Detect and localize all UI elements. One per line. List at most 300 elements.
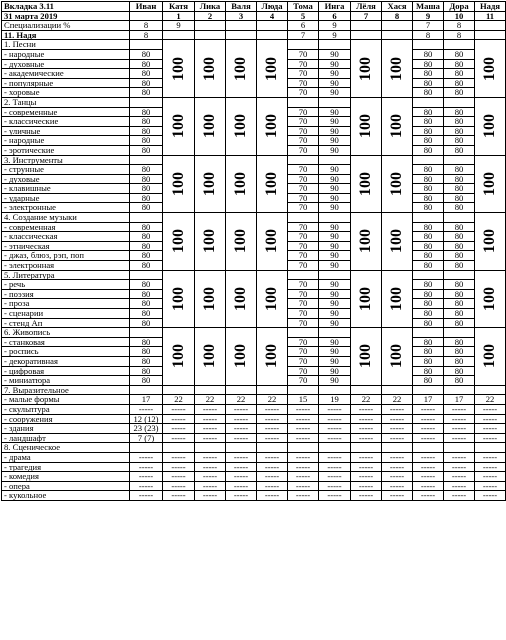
score-100-cell (226, 213, 257, 271)
empty-cell (226, 443, 257, 453)
score-100-cell (351, 97, 382, 155)
person-name: Лёля (351, 2, 382, 12)
empty-cell (288, 385, 319, 395)
inga-score: 90 (319, 241, 351, 251)
score-100-text: 100 (357, 344, 374, 369)
score-cell: ----- (288, 491, 319, 501)
empty-cell (130, 328, 163, 338)
score-100-text: 100 (201, 229, 218, 254)
score-cell: ----- (444, 491, 475, 501)
score-cell: ----- (163, 452, 195, 462)
toma-score: 70 (288, 69, 319, 79)
score-100-cell (257, 97, 288, 155)
score-100-text: 100 (169, 229, 187, 254)
section-title: 1. Песни (2, 40, 130, 50)
score-cell: ----- (444, 452, 475, 462)
dora-score: 80 (444, 88, 475, 98)
score-cell: ----- (351, 481, 382, 491)
score-cell: ----- (130, 404, 163, 414)
skill-name: - декоративная (2, 356, 130, 366)
dora-score: 80 (444, 376, 475, 386)
score-100-cell (257, 270, 288, 328)
section-title-row (2, 155, 506, 165)
score-cell: ----- (163, 491, 195, 501)
dora-score: 80 (444, 193, 475, 203)
score-100-cell (226, 97, 257, 155)
skill-name: - этническая (2, 241, 130, 251)
inga-score: 90 (319, 309, 351, 319)
skill-name: - роспись (2, 347, 130, 357)
empty-cell (130, 155, 163, 165)
score-100-text: 100 (357, 229, 374, 254)
score-cell: 12 (12) (130, 414, 163, 424)
empty-cell (444, 213, 475, 223)
person-number: 7 (351, 11, 382, 21)
skill-name: - малые формы (2, 395, 130, 405)
spec-value (351, 21, 382, 31)
score-cell: 15 (288, 395, 319, 405)
score-cell: ----- (257, 414, 288, 424)
header-row-numbers (2, 11, 506, 21)
inga-score: 90 (319, 174, 351, 184)
skill-name: - драма (2, 452, 130, 462)
score-cell: ----- (382, 462, 413, 472)
section-title: 7. Выразительное (2, 385, 130, 395)
empty-cell (288, 270, 319, 280)
score-cell: ----- (351, 491, 382, 501)
empty-cell (319, 40, 351, 50)
spec-value: 9 (163, 21, 195, 31)
empty-cell (475, 385, 506, 395)
score-100-cell (257, 40, 288, 98)
inga-score: 90 (319, 232, 351, 242)
score-cell: ----- (475, 481, 506, 491)
person-name: Надя (475, 2, 506, 12)
score-cell: ----- (163, 424, 195, 434)
score-cell: ----- (382, 481, 413, 491)
empty-cell (413, 97, 444, 107)
skill-row (2, 404, 506, 414)
ivan-score: 80 (130, 184, 163, 194)
person-number: 4 (257, 11, 288, 21)
skill-name: - стенд Ап (2, 318, 130, 328)
score-cell: ----- (288, 472, 319, 482)
score-cell: ----- (226, 433, 257, 443)
score-cell: 22 (226, 395, 257, 405)
score-cell: ----- (475, 462, 506, 472)
ivan-score: 80 (130, 107, 163, 117)
skill-name: - классические (2, 117, 130, 127)
toma-score: 70 (288, 117, 319, 127)
skill-name: - кукольное (2, 491, 130, 501)
skill-row (2, 424, 506, 434)
dora-score: 80 (444, 356, 475, 366)
score-100-text: 100 (232, 56, 249, 81)
score-cell: ----- (130, 462, 163, 472)
ivan-score: 80 (130, 222, 163, 232)
empty-cell (444, 443, 475, 453)
score-cell: ----- (444, 433, 475, 443)
skill-name: - сооружения (2, 414, 130, 424)
score-cell: ----- (413, 414, 444, 424)
score-100-cell (226, 155, 257, 213)
score-cell: 23 (23) (130, 424, 163, 434)
inga-score: 90 (319, 59, 351, 69)
score-100-text: 100 (263, 171, 280, 196)
score-cell: ----- (319, 462, 351, 472)
masha-score: 80 (413, 347, 444, 357)
score-cell: ----- (195, 414, 226, 424)
score-cell: ----- (226, 481, 257, 491)
spec-value: 8 (444, 21, 475, 31)
nadya-value (257, 30, 288, 40)
empty-cell (257, 385, 288, 395)
ivan-score: 80 (130, 261, 163, 271)
dora-score: 80 (444, 59, 475, 69)
ivan-score: 80 (130, 203, 163, 213)
masha-score: 80 (413, 49, 444, 59)
score-cell: ----- (288, 481, 319, 491)
ivan-score: 80 (130, 309, 163, 319)
score-cell: ----- (130, 452, 163, 462)
score-cell: 22 (351, 395, 382, 405)
score-100-text: 100 (481, 56, 498, 81)
toma-score: 70 (288, 49, 319, 59)
ivan-score: 80 (130, 232, 163, 242)
dora-score: 80 (444, 241, 475, 251)
empty-cell (163, 443, 195, 453)
score-100-text: 100 (263, 286, 280, 311)
skill-name: - речь (2, 280, 130, 290)
spec-value: 8 (130, 21, 163, 31)
spec-value: 7 (413, 21, 444, 31)
skill-name: - трагедия (2, 462, 130, 472)
score-cell: ----- (195, 491, 226, 501)
score-100-text: 100 (481, 286, 498, 311)
ivan-score: 80 (130, 241, 163, 251)
masha-score: 80 (413, 289, 444, 299)
score-cell: ----- (475, 491, 506, 501)
empty-cell (319, 270, 351, 280)
inga-score: 90 (319, 184, 351, 194)
masha-score: 80 (413, 174, 444, 184)
skill-name: - электронная (2, 261, 130, 271)
score-cell: ----- (351, 472, 382, 482)
toma-score: 70 (288, 184, 319, 194)
empty-cell (319, 155, 351, 165)
score-100-cell (163, 213, 195, 271)
person-name: Маша (413, 2, 444, 12)
section-title: 6. Живопись (2, 328, 130, 338)
toma-score: 70 (288, 241, 319, 251)
toma-score: 70 (288, 222, 319, 232)
inga-score: 90 (319, 193, 351, 203)
score-100-cell (475, 97, 506, 155)
ivan-score: 80 (130, 145, 163, 155)
score-cell: ----- (195, 404, 226, 414)
score-cell: ----- (351, 433, 382, 443)
ivan-score: 80 (130, 251, 163, 261)
dora-score: 80 (444, 289, 475, 299)
nadya-value: 7 (288, 30, 319, 40)
toma-score: 70 (288, 88, 319, 98)
dora-score: 80 (444, 299, 475, 309)
score-100-text: 100 (201, 171, 218, 196)
inga-score: 90 (319, 318, 351, 328)
toma-score: 70 (288, 174, 319, 184)
empty-cell (444, 328, 475, 338)
skill-name: - цифровая (2, 366, 130, 376)
nadya-value (163, 30, 195, 40)
masha-score: 80 (413, 117, 444, 127)
inga-score: 90 (319, 117, 351, 127)
nadya-value (382, 30, 413, 40)
score-cell: ----- (413, 433, 444, 443)
score-cell: ----- (351, 404, 382, 414)
empty-cell (130, 97, 163, 107)
toma-score: 70 (288, 251, 319, 261)
dora-score: 80 (444, 366, 475, 376)
person-name: Катя (163, 2, 195, 12)
inga-score: 90 (319, 356, 351, 366)
masha-score: 80 (413, 337, 444, 347)
score-100-text: 100 (481, 344, 498, 369)
empty-cell (319, 213, 351, 223)
empty-cell (444, 40, 475, 50)
dora-score: 80 (444, 165, 475, 175)
score-cell: ----- (288, 433, 319, 443)
inga-score: 90 (319, 145, 351, 155)
score-cell: ----- (382, 452, 413, 462)
score-cell: ----- (475, 424, 506, 434)
score-100-cell (257, 213, 288, 271)
score-cell: 19 (319, 395, 351, 405)
score-cell: ----- (413, 424, 444, 434)
inga-score: 90 (319, 165, 351, 175)
score-100-text: 100 (357, 171, 374, 196)
nadya-value: 8 (130, 30, 163, 40)
score-cell: ----- (257, 433, 288, 443)
score-cell: 17 (413, 395, 444, 405)
skill-name: - проза (2, 299, 130, 309)
score-cell: 22 (195, 395, 226, 405)
dora-score: 80 (444, 318, 475, 328)
score-cell: ----- (413, 452, 444, 462)
empty-cell (351, 385, 382, 395)
toma-score: 70 (288, 280, 319, 290)
skill-name: - станковая (2, 337, 130, 347)
masha-score: 80 (413, 232, 444, 242)
skill-row (2, 491, 506, 501)
score-100-text: 100 (357, 286, 374, 311)
section-title-row (2, 97, 506, 107)
score-100-cell (351, 270, 382, 328)
masha-score: 80 (413, 203, 444, 213)
ivan-score: 80 (130, 117, 163, 127)
skill-name: - скульптура (2, 404, 130, 414)
skill-row (2, 452, 506, 462)
score-100-cell (195, 40, 226, 98)
score-cell: ----- (257, 462, 288, 472)
skill-row (2, 433, 506, 443)
section-title-row (2, 443, 506, 453)
score-100-text: 100 (201, 114, 218, 139)
nadya-value: 8 (413, 30, 444, 40)
score-cell: 17 (444, 395, 475, 405)
empty-cell (382, 385, 413, 395)
score-100-text: 100 (201, 344, 218, 369)
score-cell: ----- (413, 462, 444, 472)
inga-score: 90 (319, 376, 351, 386)
inga-score: 90 (319, 107, 351, 117)
empty-cell (444, 97, 475, 107)
dora-score: 80 (444, 203, 475, 213)
toma-score: 70 (288, 309, 319, 319)
score-cell: ----- (444, 404, 475, 414)
empty-cell (413, 270, 444, 280)
ivan-score: 80 (130, 193, 163, 203)
score-cell: ----- (257, 424, 288, 434)
score-100-cell (475, 270, 506, 328)
score-100-text: 100 (263, 344, 280, 369)
dora-score: 80 (444, 309, 475, 319)
empty-cell (382, 443, 413, 453)
skill-row (2, 462, 506, 472)
dora-score: 80 (444, 251, 475, 261)
empty-cell (444, 385, 475, 395)
score-cell: ----- (444, 481, 475, 491)
person-number: 3 (226, 11, 257, 21)
score-cell: ----- (319, 433, 351, 443)
dora-score: 80 (444, 347, 475, 357)
toma-score: 70 (288, 193, 319, 203)
empty-cell (130, 270, 163, 280)
score-100-text: 100 (388, 171, 405, 196)
score-cell: 22 (475, 395, 506, 405)
masha-score: 80 (413, 165, 444, 175)
score-100-text: 100 (169, 286, 187, 311)
ivan-score: 80 (130, 299, 163, 309)
inga-score: 90 (319, 261, 351, 271)
inga-score: 90 (319, 280, 351, 290)
skill-row (2, 472, 506, 482)
skill-name: - электронные (2, 203, 130, 213)
inga-score: 90 (319, 366, 351, 376)
masha-score: 80 (413, 145, 444, 155)
person-number: 6 (319, 11, 351, 21)
ivan-score: 80 (130, 347, 163, 357)
inga-score: 90 (319, 337, 351, 347)
ivan-score: 80 (130, 88, 163, 98)
skill-name: - народные (2, 49, 130, 59)
skill-name: - хоровые (2, 88, 130, 98)
inga-score: 90 (319, 203, 351, 213)
person-number: 1 (163, 11, 195, 21)
score-100-text: 100 (388, 114, 405, 139)
score-100-text: 100 (169, 344, 187, 369)
score-cell: ----- (382, 472, 413, 482)
toma-score: 70 (288, 107, 319, 117)
inga-score: 90 (319, 347, 351, 357)
score-cell: ----- (163, 462, 195, 472)
toma-score: 70 (288, 203, 319, 213)
score-cell: ----- (413, 472, 444, 482)
spec-value (226, 21, 257, 31)
empty-cell (319, 97, 351, 107)
score-cell: ----- (382, 433, 413, 443)
ivan-score: 80 (130, 280, 163, 290)
section-title: 2. Танцы (2, 97, 130, 107)
score-cell: ----- (319, 404, 351, 414)
inga-score: 90 (319, 69, 351, 79)
score-100-cell (163, 155, 195, 213)
person-number: 8 (382, 11, 413, 21)
score-100-cell (195, 155, 226, 213)
score-100-text: 100 (263, 229, 280, 254)
empty-cell (288, 443, 319, 453)
score-cell: ----- (226, 404, 257, 414)
score-cell: ----- (413, 481, 444, 491)
score-100-cell (257, 328, 288, 386)
score-cell: ----- (413, 404, 444, 414)
score-cell: ----- (319, 452, 351, 462)
empty-cell (130, 443, 163, 453)
masha-score: 80 (413, 136, 444, 146)
score-100-text: 100 (169, 56, 187, 81)
section-title: 4. Создание музыки (2, 213, 130, 223)
score-cell: ----- (226, 424, 257, 434)
score-cell: ----- (163, 472, 195, 482)
toma-score: 70 (288, 126, 319, 136)
skill-name: - современная (2, 222, 130, 232)
score-100-cell (195, 270, 226, 328)
score-cell: ----- (351, 452, 382, 462)
score-cell: ----- (319, 424, 351, 434)
person-label: 11. Надя (2, 30, 130, 40)
empty-cell (195, 443, 226, 453)
empty-cell (319, 443, 351, 453)
nadya-value (226, 30, 257, 40)
skill-name: - популярные (2, 78, 130, 88)
dora-score: 80 (444, 174, 475, 184)
masha-score: 80 (413, 222, 444, 232)
masha-score: 80 (413, 88, 444, 98)
masha-score: 80 (413, 241, 444, 251)
ivan-score: 80 (130, 136, 163, 146)
person-number: 2 (195, 11, 226, 21)
score-100-cell (351, 213, 382, 271)
score-100-text: 100 (388, 286, 405, 311)
person-name: Лика (195, 2, 226, 12)
inga-score: 90 (319, 136, 351, 146)
score-100-text: 100 (201, 56, 218, 81)
score-cell: ----- (475, 472, 506, 482)
person-name: Хася (382, 2, 413, 12)
skill-name: - клавишные (2, 184, 130, 194)
score-100-text: 100 (232, 171, 249, 196)
empty-cell (288, 97, 319, 107)
skill-name: - ландшафт (2, 433, 130, 443)
masha-score: 80 (413, 251, 444, 261)
person-name: Люда (257, 2, 288, 12)
section-title: 8. Сценическое (2, 443, 130, 453)
person-number: 11 (475, 11, 506, 21)
empty-cell (195, 385, 226, 395)
section-title-row (2, 385, 506, 395)
score-100-text: 100 (263, 56, 280, 81)
inga-score: 90 (319, 299, 351, 309)
score-100-cell (382, 328, 413, 386)
